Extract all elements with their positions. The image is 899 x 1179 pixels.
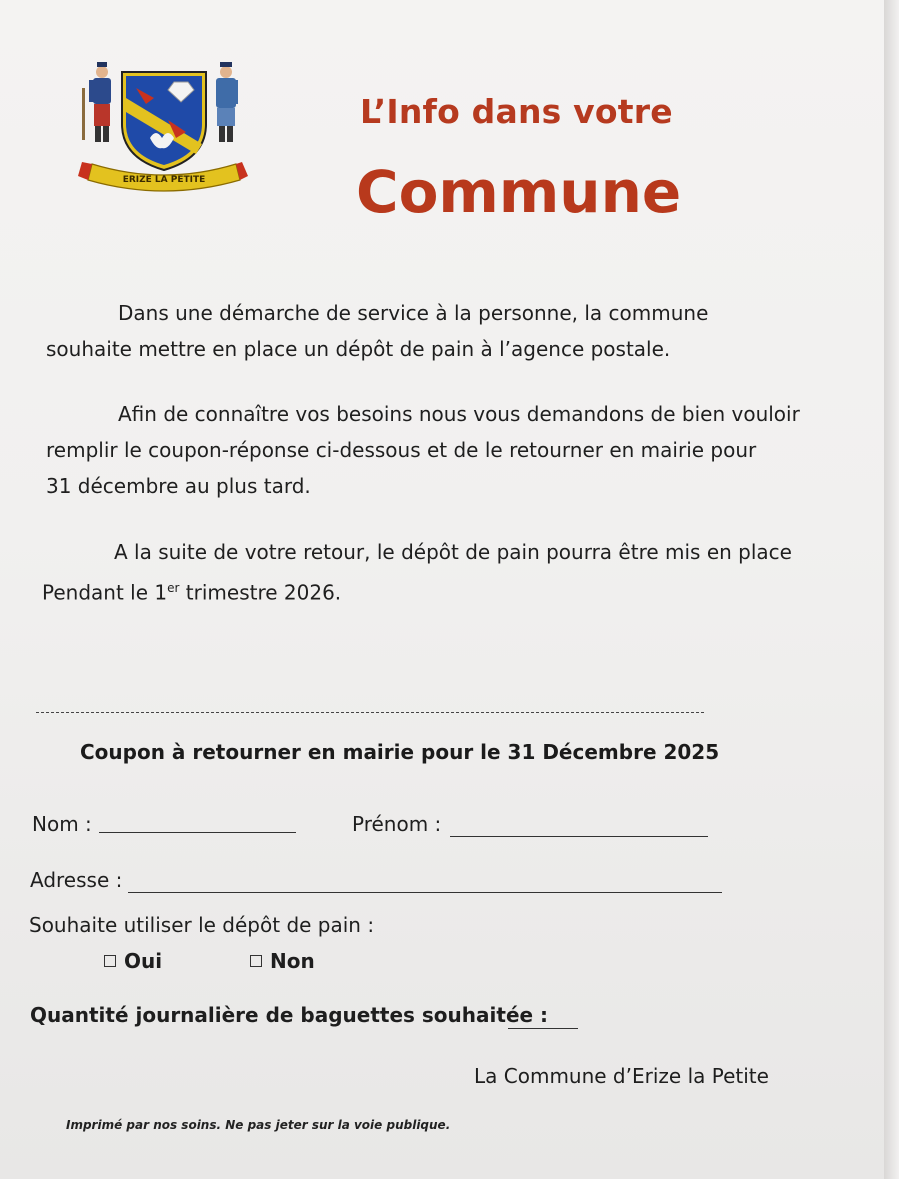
svg-text:ERIZE LA PETITE: ERIZE LA PETITE: [122, 175, 206, 185]
paragraph-3-line-1: A la suite de votre retour, le dépôt de pain pourra être mis en place: [114, 540, 792, 564]
right-soldier-figure: [216, 62, 238, 142]
option-non[interactable]: [250, 949, 315, 973]
prenom-label: Prénom :: [352, 812, 442, 836]
adresse-field[interactable]: [128, 892, 722, 893]
paragraph-2-line-1: Afin de connaître vos besoins nous vous demandons de bien vouloir: [118, 402, 800, 426]
page-edge: [884, 0, 899, 1179]
title-line-1: L’Info dans votre: [360, 92, 673, 131]
nom-field[interactable]: [99, 832, 296, 833]
footer-note: Imprimé par nos soins. Ne pas jeter sur la voie publique.: [66, 1118, 451, 1132]
title-commune: Commune: [356, 158, 682, 226]
signature: La Commune d’Erize la Petite: [474, 1064, 769, 1088]
option-non-label: Non: [270, 949, 315, 973]
nom-label: Nom :: [32, 812, 92, 836]
paragraph-3-line-2: Pendant le 1er trimestre 2026.: [42, 580, 342, 605]
paragraph-2: [46, 396, 800, 504]
adresse-label: Adresse :: [30, 868, 123, 892]
paragraph-2-line-2: remplir le coupon-réponse ci-dessous et de le retourner en mairie pour: [46, 438, 757, 462]
cut-line: [36, 712, 704, 713]
quantity-field[interactable]: [508, 1028, 578, 1029]
paragraph-3: [42, 534, 792, 611]
checkbox-non[interactable]: [250, 955, 262, 967]
option-oui-label: Oui: [124, 949, 163, 973]
option-oui[interactable]: [104, 949, 162, 973]
checkbox-oui[interactable]: [104, 955, 116, 967]
paragraph-1: [46, 295, 708, 367]
paragraph-1-line-2: souhaite mettre en place un dépôt de pain à l’agence postale.: [46, 337, 671, 361]
quantity-label: Quantité journalière de baguettes souhaitée :: [30, 1003, 549, 1027]
paragraph-2-line-3: 31 décembre au plus tard.: [46, 474, 311, 498]
shield: [122, 72, 206, 170]
left-soldier-figure: [82, 62, 111, 142]
prenom-field[interactable]: [450, 836, 708, 837]
coupon-title: Coupon à retourner en mairie pour le 31 Décembre 2025: [80, 740, 720, 764]
commune-crest-logo: [76, 58, 248, 200]
paragraph-1-line-1: Dans une démarche de service à la personne, la commune: [118, 301, 709, 325]
bread-question: Souhaite utiliser le dépôt de pain :: [29, 913, 375, 937]
